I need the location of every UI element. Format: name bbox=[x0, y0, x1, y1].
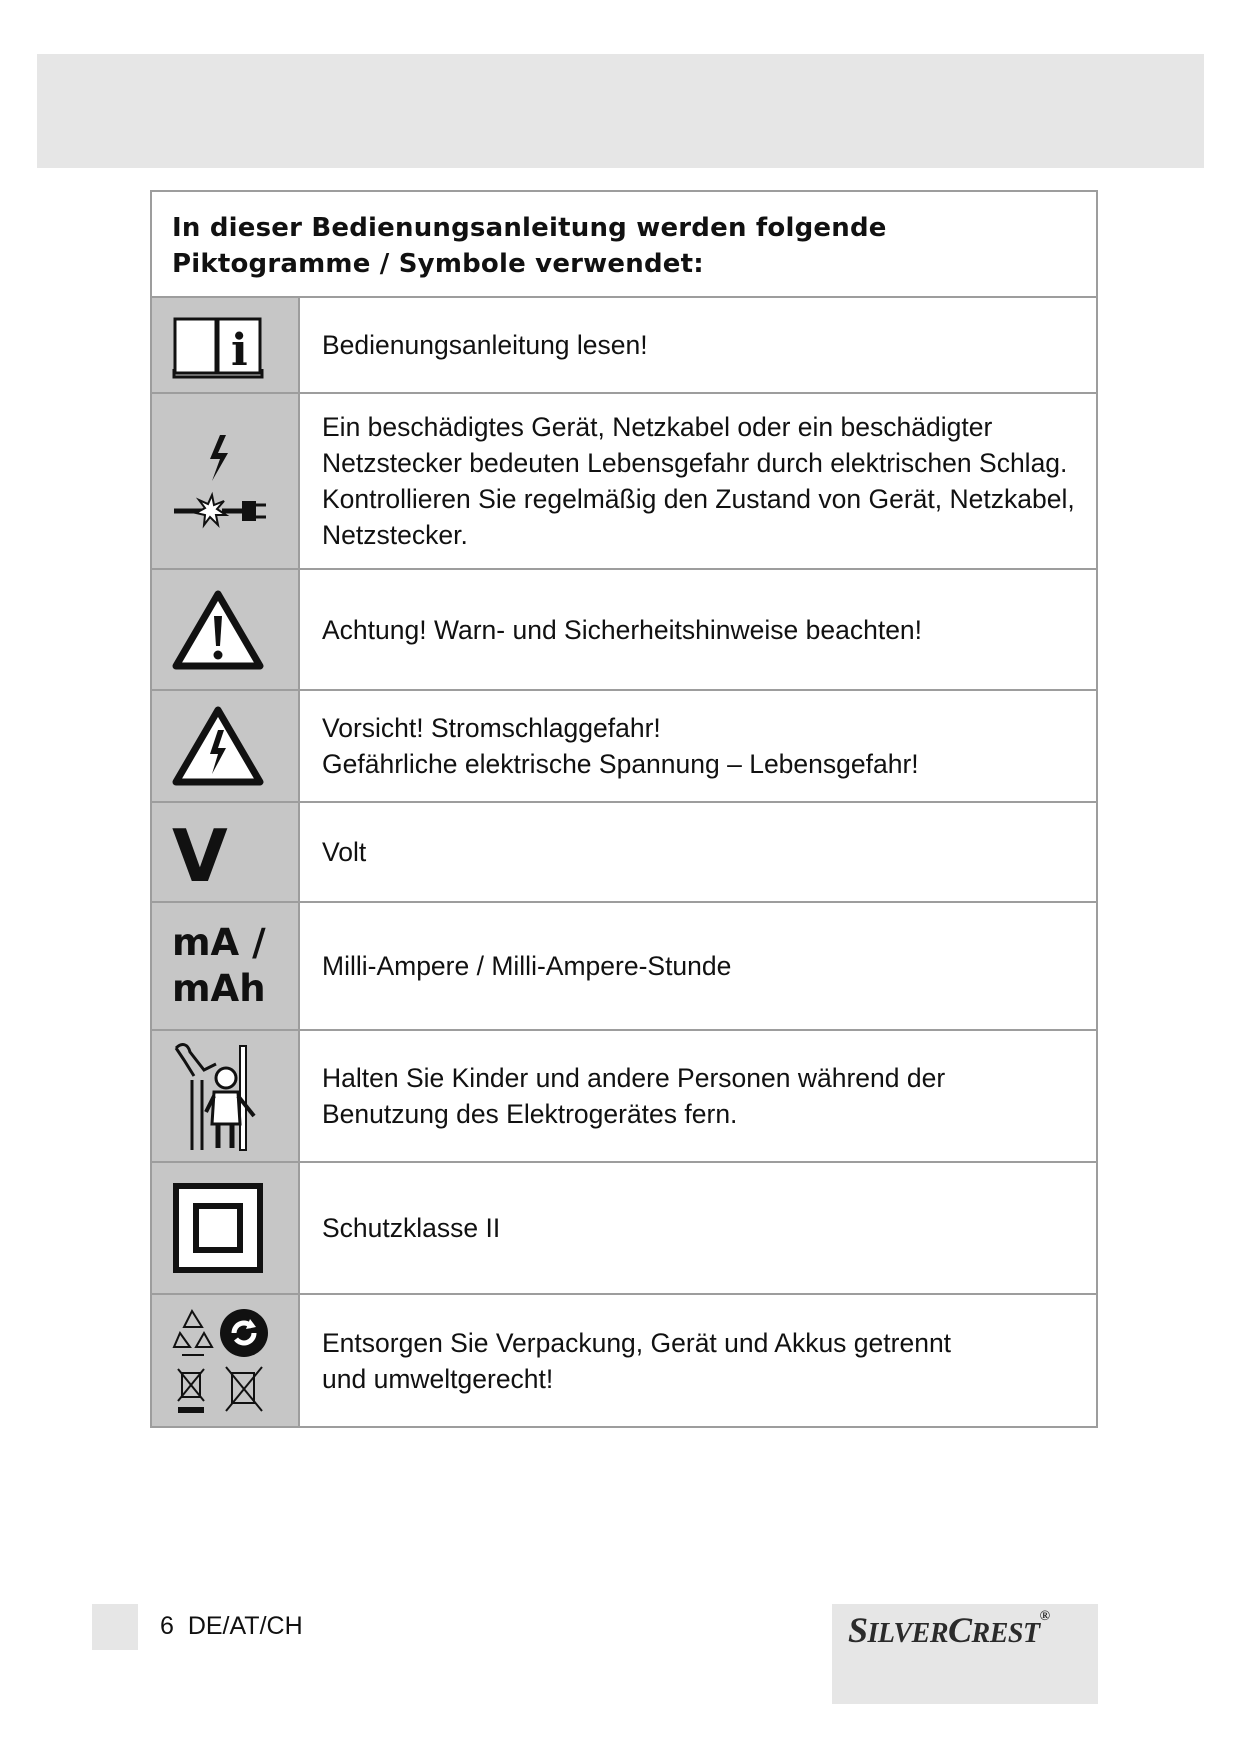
logo-letter: C bbox=[948, 1610, 972, 1650]
svg-text:i: i bbox=[231, 325, 248, 376]
logo-letter: S bbox=[848, 1610, 868, 1650]
row-text-line: Ein beschädigtes Gerät, Netzkabel oder ein beschädigter bbox=[322, 412, 993, 442]
icon-cell bbox=[152, 570, 300, 689]
row-text-line: Halten Sie Kinder und andere Personen während der bbox=[322, 1063, 946, 1093]
green-dot-icon bbox=[220, 1309, 268, 1357]
recycling-icon bbox=[174, 1311, 212, 1355]
row-text-line: Benutzung des Elektrogerätes fern. bbox=[322, 1099, 738, 1129]
table-title-line-1: In dieser Bedienungsanleitung werden folgende bbox=[172, 213, 887, 243]
page-number: 6 bbox=[160, 1612, 174, 1640]
icon-cell bbox=[152, 803, 300, 901]
damaged-cable-icon bbox=[172, 431, 268, 531]
row-text-line: Vorsicht! Stromschlaggefahr! bbox=[322, 713, 661, 743]
page-marker bbox=[92, 1604, 138, 1650]
symbol-line: mAh bbox=[172, 967, 266, 1010]
table-row bbox=[152, 903, 1096, 1031]
crossed-bin-icon bbox=[178, 1369, 204, 1413]
protection-class-ii-icon bbox=[172, 1182, 264, 1274]
header-band bbox=[37, 54, 1204, 168]
row-text bbox=[300, 903, 1096, 1029]
warning-icon bbox=[172, 590, 264, 670]
symbols-table bbox=[150, 190, 1098, 1428]
table-title bbox=[152, 192, 1096, 298]
icon-cell bbox=[152, 903, 300, 1029]
icon-cell bbox=[152, 394, 300, 568]
icon-cell bbox=[152, 1031, 300, 1161]
logo-letter: REST bbox=[971, 1618, 1040, 1649]
silvercrest-logo bbox=[848, 1609, 1050, 1651]
row-text bbox=[300, 298, 1096, 392]
manual-info-icon bbox=[172, 311, 264, 379]
row-text bbox=[300, 691, 1096, 801]
row-text-line: Volt bbox=[322, 837, 367, 867]
row-text-line: Netzstecker bedeuten Lebensgefahr durch elektrischen Schlag. bbox=[322, 448, 1068, 478]
row-text-line: Achtung! Warn- und Sicherheitshinweise beachten! bbox=[322, 614, 923, 645]
row-text-line: Gefährliche elektrische Spannung – Lebensgefahr! bbox=[322, 749, 919, 779]
trademark-mark: ® bbox=[1039, 1609, 1050, 1624]
table-row bbox=[152, 1031, 1096, 1163]
table-row bbox=[152, 1163, 1096, 1295]
electric-shock-warning-icon bbox=[172, 706, 264, 786]
icon-cell bbox=[152, 691, 300, 801]
row-text bbox=[300, 394, 1096, 568]
page-footer bbox=[160, 1612, 303, 1641]
row-text bbox=[300, 1031, 1096, 1161]
row-text-line: Kontrollieren Sie regelmäßig den Zustand von Gerät, Netzkabel, bbox=[322, 484, 1075, 514]
table-row bbox=[152, 298, 1096, 394]
country-codes: DE/AT/CH bbox=[187, 1612, 303, 1640]
row-text-line: Milli-Ampere / Milli-Ampere-Stunde bbox=[322, 951, 732, 981]
child-safety-icon bbox=[172, 1040, 262, 1152]
logo-letter: ILVER bbox=[867, 1618, 949, 1649]
table-title-line-2: Piktogramme / Symbole verwendet: bbox=[172, 249, 704, 279]
icon-cell bbox=[152, 1295, 300, 1426]
row-text-line: Entsorgen Sie Verpackung, Gerät und Akkus getrennt bbox=[322, 1327, 952, 1358]
row-text-line: Schutzklasse II bbox=[322, 1213, 501, 1243]
icon-cell bbox=[152, 1163, 300, 1293]
icon-cell bbox=[152, 298, 300, 392]
crossed-bin-icon bbox=[226, 1367, 262, 1411]
row-text bbox=[300, 570, 1096, 689]
row-text-line: Bedienungsanleitung lesen! bbox=[322, 330, 648, 360]
table-row bbox=[152, 394, 1096, 570]
table-row bbox=[152, 570, 1096, 691]
row-text bbox=[300, 1163, 1096, 1293]
table-row bbox=[152, 691, 1096, 803]
row-text bbox=[300, 803, 1096, 901]
table-row bbox=[152, 1295, 1096, 1426]
symbol-line: mA / bbox=[172, 921, 266, 964]
milliampere-symbol bbox=[172, 920, 266, 1012]
row-text-line: und umweltgerecht! bbox=[322, 1363, 554, 1394]
volt-symbol: V bbox=[172, 814, 228, 898]
row-text-line: Netzstecker. bbox=[322, 520, 468, 550]
table-row bbox=[152, 803, 1096, 903]
row-text bbox=[300, 1295, 1096, 1426]
disposal-icons bbox=[172, 1305, 268, 1417]
